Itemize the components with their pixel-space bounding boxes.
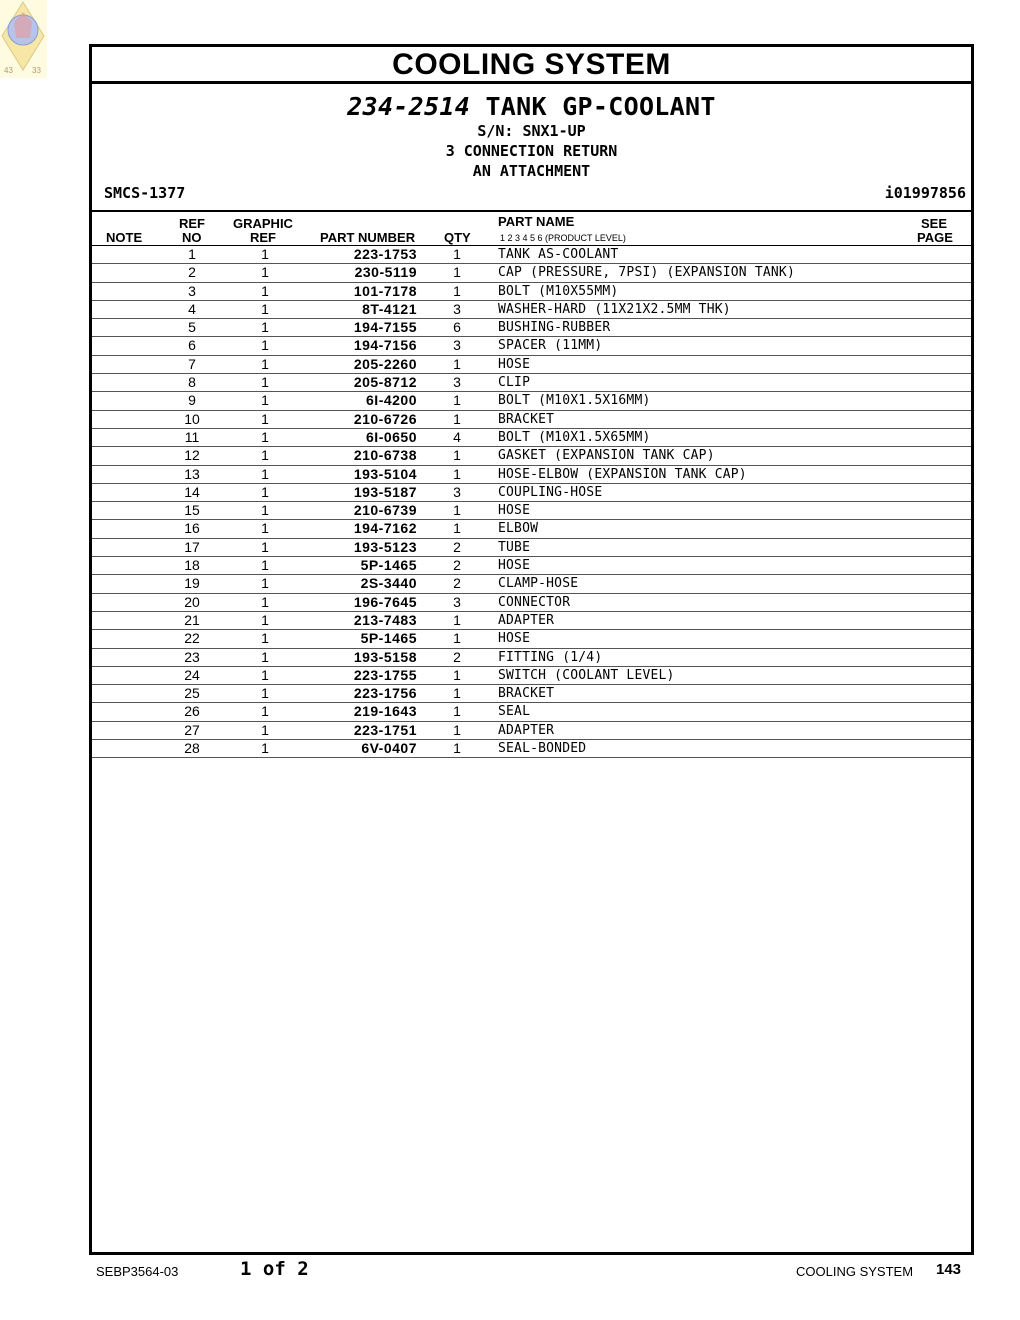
table-row	[92, 392, 971, 410]
quantity: 4	[453, 428, 461, 445]
graphic-ref: 1	[261, 282, 269, 299]
table-row	[92, 539, 971, 557]
graphic-ref: 1	[261, 447, 269, 464]
part-number: 194-7156	[353, 337, 417, 354]
table-row	[92, 283, 971, 301]
col-ref-top: REF	[179, 216, 205, 231]
part-number: 205-2260	[353, 355, 417, 372]
table-row	[92, 502, 971, 520]
ref-no: 10	[184, 410, 200, 427]
illustration-id: i01997856	[884, 184, 966, 202]
graphic-ref: 1	[261, 721, 269, 738]
footer-section: COOLING SYSTEM	[796, 1264, 914, 1279]
table-row	[92, 667, 971, 685]
section-title: COOLING SYSTEM	[92, 47, 971, 84]
col-see-bottom: PAGE	[917, 230, 953, 245]
quantity: 1	[453, 246, 461, 262]
col-graphic-bottom: REF	[250, 230, 276, 245]
graphic-ref: 1	[261, 502, 269, 519]
graphic-ref: 1	[261, 630, 269, 647]
part-number: 2S-3440	[360, 575, 417, 592]
quantity: 1	[453, 666, 461, 683]
table-row	[92, 264, 971, 282]
table-row	[92, 575, 971, 593]
ref-no: 23	[184, 648, 200, 665]
table-row	[92, 429, 971, 447]
quantity: 2	[453, 538, 461, 555]
page-of: 1 of 2	[240, 1258, 309, 1280]
table-row	[92, 740, 971, 758]
quantity: 1	[453, 520, 461, 537]
graphic-ref: 1	[261, 740, 269, 757]
table-row	[92, 374, 971, 392]
parts-list	[92, 246, 971, 758]
group-title	[92, 92, 971, 121]
quantity: 2	[453, 575, 461, 592]
ref-no: 22	[184, 630, 200, 647]
part-number: 6I-4200	[366, 392, 417, 409]
table-row	[92, 722, 971, 740]
part-number: 196-7645	[353, 593, 417, 610]
col-qty: QTY	[444, 230, 471, 245]
part-number: 5P-1465	[360, 630, 417, 647]
graphic-ref: 1	[261, 666, 269, 683]
quantity: 1	[453, 611, 461, 628]
quantity: 1	[453, 282, 461, 299]
graphic-ref: 1	[261, 337, 269, 354]
part-number: 210-6739	[353, 502, 417, 519]
quantity: 1	[453, 685, 461, 702]
part-number: 223-1755	[353, 666, 417, 683]
part-name: CONNECTOR	[498, 594, 571, 610]
part-name: BUSHING-RUBBER	[498, 320, 611, 336]
table-row	[92, 301, 971, 319]
part-name: TANK AS-COOLANT	[498, 247, 619, 262]
graphic-ref: 1	[261, 520, 269, 537]
table-row	[92, 685, 971, 703]
ref-no: 9	[188, 392, 196, 409]
group-description: 3 CONNECTION RETURN	[445, 142, 618, 160]
quantity: 1	[453, 502, 461, 519]
part-number: 213-7483	[353, 611, 417, 628]
part-name: SPACER (11MM)	[498, 338, 603, 354]
quantity: 6	[453, 319, 461, 336]
part-number: 193-5158	[353, 648, 417, 665]
graphic-ref: 1	[261, 465, 269, 482]
logo-number-right: 33	[32, 66, 41, 75]
table-row	[92, 319, 971, 337]
part-name: BOLT (M10X1.5X16MM)	[498, 393, 651, 409]
ref-no: 18	[184, 557, 200, 574]
group-name: TANK GP-COOLANT	[485, 92, 716, 121]
table-row	[92, 520, 971, 538]
graphic-ref: 1	[261, 264, 269, 281]
part-name: CLIP	[498, 375, 531, 391]
part-number: 6I-0650	[366, 428, 417, 445]
ref-no: 13	[184, 465, 200, 482]
parts-page-frame	[89, 44, 974, 1255]
part-number: 223-1753	[353, 246, 417, 262]
table-row	[92, 557, 971, 575]
page-footer	[0, 1258, 1020, 1288]
col-ref-bottom: NO	[182, 230, 202, 245]
quantity: 2	[453, 648, 461, 665]
ref-no: 15	[184, 502, 200, 519]
col-see-top: SEE	[921, 216, 948, 231]
ref-no: 1	[188, 246, 196, 262]
quantity: 1	[453, 703, 461, 720]
part-name: HOSE	[498, 356, 531, 372]
part-number: 210-6738	[353, 447, 417, 464]
part-name: CAP (PRESSURE, 7PSI) (EXPANSION TANK)	[498, 265, 795, 281]
quantity: 1	[453, 465, 461, 482]
col-graphic-top: GRAPHIC	[233, 216, 293, 231]
document-id: SEBP3564-03	[96, 1264, 179, 1279]
graphic-ref: 1	[261, 575, 269, 592]
ref-no: 16	[184, 520, 200, 537]
table-row	[92, 484, 971, 502]
group-part-number: 234-2514	[347, 92, 471, 121]
graphic-ref: 1	[261, 246, 269, 262]
part-name: SEAL	[498, 704, 531, 720]
ref-no: 27	[184, 721, 200, 738]
table-row	[92, 630, 971, 648]
page-number: 143	[936, 1261, 962, 1278]
graphic-ref: 1	[261, 557, 269, 574]
part-number: 6V-0407	[361, 740, 417, 757]
smcs-code: SMCS-1377	[104, 184, 186, 202]
ref-no: 17	[184, 538, 200, 555]
attachment-note: AN ATTACHMENT	[472, 162, 591, 180]
part-name: SWITCH (COOLANT LEVEL)	[498, 667, 675, 683]
quantity: 1	[453, 410, 461, 427]
part-number: 194-7162	[353, 520, 417, 537]
col-product-levels: 1 2 3 4 5 6 (PRODUCT LEVEL)	[500, 233, 626, 243]
part-name: FITTING (1/4)	[498, 649, 603, 665]
part-name: HOSE	[498, 558, 531, 574]
graphic-ref: 1	[261, 685, 269, 702]
ref-no: 19	[184, 575, 200, 592]
part-number: 193-5187	[353, 483, 417, 500]
graphic-ref: 1	[261, 593, 269, 610]
graphic-ref: 1	[261, 428, 269, 445]
graphic-ref: 1	[261, 374, 269, 391]
quantity: 2	[453, 557, 461, 574]
col-note: NOTE	[106, 230, 143, 245]
part-number: 223-1751	[353, 721, 417, 738]
quantity: 1	[453, 740, 461, 757]
table-row	[92, 411, 971, 429]
part-name: SEAL-BONDED	[498, 741, 587, 757]
table-row	[92, 356, 971, 374]
ref-no: 24	[184, 666, 200, 683]
group-header	[92, 84, 971, 212]
part-number: 5P-1465	[360, 557, 417, 574]
part-number: 230-5119	[354, 264, 417, 281]
table-row	[92, 703, 971, 721]
quantity: 1	[453, 630, 461, 647]
ref-no: 21	[184, 611, 200, 628]
quantity: 3	[453, 374, 461, 391]
watermark-logo-icon	[0, 0, 47, 78]
quantity: 1	[453, 264, 461, 281]
col-part-number: PART NUMBER	[320, 230, 416, 245]
part-name: BRACKET	[498, 411, 555, 427]
ref-no: 11	[184, 428, 200, 445]
part-number: 194-7155	[353, 319, 417, 336]
part-name: CLAMP-HOSE	[498, 576, 579, 592]
graphic-ref: 1	[261, 538, 269, 555]
graphic-ref: 1	[261, 648, 269, 665]
ref-no: 2	[188, 264, 196, 281]
table-row	[92, 466, 971, 484]
ref-no: 14	[184, 483, 200, 500]
part-number: 193-5123	[353, 538, 417, 555]
table-row	[92, 594, 971, 612]
serial-range: S/N: SNX1-UP	[477, 122, 586, 140]
quantity: 1	[453, 721, 461, 738]
graphic-ref: 1	[261, 483, 269, 500]
part-number: 193-5104	[353, 465, 417, 482]
ref-no: 5	[188, 319, 196, 336]
ref-no: 26	[184, 703, 200, 720]
graphic-ref: 1	[261, 300, 269, 317]
part-name: WASHER-HARD (11X21X2.5MM THK)	[498, 301, 731, 317]
graphic-ref: 1	[261, 355, 269, 372]
part-name: HOSE-ELBOW (EXPANSION TANK CAP)	[498, 466, 747, 482]
quantity: 1	[453, 392, 461, 409]
part-number: 101-7178	[353, 282, 417, 299]
graphic-ref: 1	[261, 319, 269, 336]
ref-no: 25	[184, 685, 200, 702]
part-number: 8T-4121	[362, 300, 417, 317]
part-name: GASKET (EXPANSION TANK CAP)	[498, 448, 715, 464]
part-name: ELBOW	[498, 521, 539, 537]
ref-no: 4	[188, 300, 196, 317]
table-row	[92, 649, 971, 667]
quantity: 3	[453, 337, 461, 354]
graphic-ref: 1	[261, 410, 269, 427]
part-name: HOSE	[498, 503, 531, 519]
column-headers	[92, 212, 971, 246]
ref-no: 6	[188, 337, 196, 354]
graphic-ref: 1	[261, 611, 269, 628]
part-number: 210-6726	[353, 410, 417, 427]
part-number: 219-1643	[353, 703, 417, 720]
quantity: 1	[453, 355, 461, 372]
part-number: 223-1756	[353, 685, 417, 702]
ref-no: 28	[184, 740, 200, 757]
graphic-ref: 1	[261, 392, 269, 409]
ref-no: 12	[184, 447, 200, 464]
col-part-name: PART NAME	[498, 214, 575, 229]
part-name: BRACKET	[498, 686, 555, 702]
table-row	[92, 246, 971, 264]
part-number: 205-8712	[353, 374, 417, 391]
ref-no: 7	[188, 355, 196, 372]
ref-no: 8	[188, 374, 196, 391]
part-name: TUBE	[498, 539, 531, 555]
ref-no: 20	[184, 593, 200, 610]
part-name: ADAPTER	[498, 722, 555, 738]
table-row	[92, 612, 971, 630]
part-name: COUPLING-HOSE	[498, 484, 603, 500]
part-name: ADAPTER	[498, 612, 555, 628]
ref-no: 3	[188, 282, 196, 299]
quantity: 3	[453, 593, 461, 610]
quantity: 3	[453, 300, 461, 317]
logo-number-left: 43	[4, 66, 13, 75]
part-name: HOSE	[498, 631, 531, 647]
graphic-ref: 1	[261, 703, 269, 720]
quantity: 3	[453, 483, 461, 500]
quantity: 1	[453, 447, 461, 464]
part-name: BOLT (M10X55MM)	[498, 283, 619, 299]
part-name: BOLT (M10X1.5X65MM)	[498, 429, 651, 445]
table-row	[92, 447, 971, 465]
table-row	[92, 337, 971, 355]
